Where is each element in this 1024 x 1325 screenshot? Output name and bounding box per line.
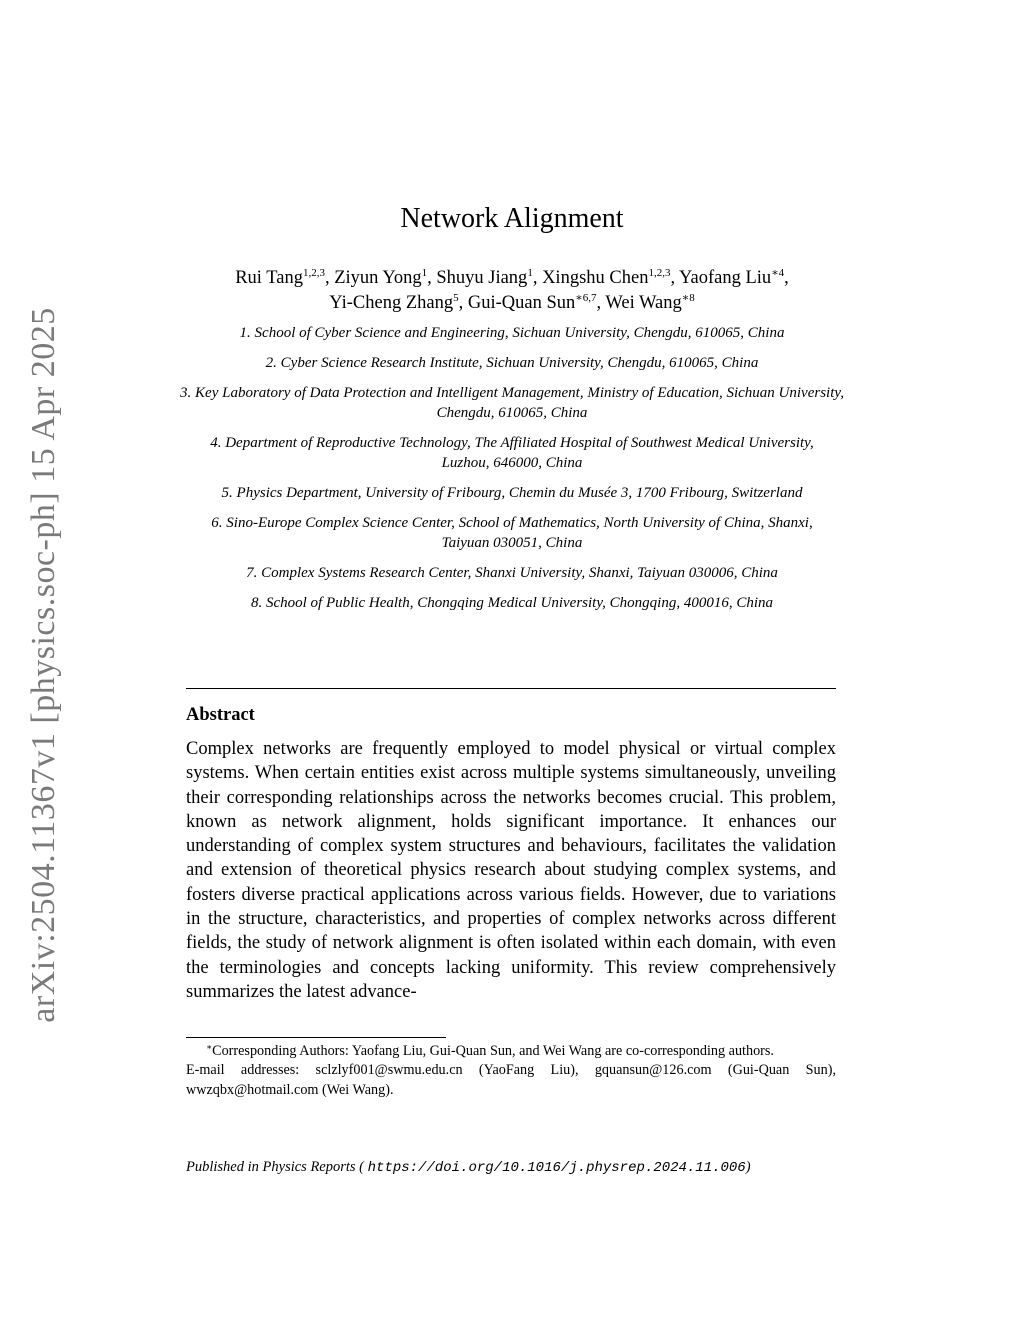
- footnote-marker: ∗: [206, 1042, 213, 1052]
- footnote-rule: [186, 1037, 446, 1038]
- author-name: Wei Wang: [605, 293, 682, 313]
- abstract-heading: Abstract: [186, 705, 255, 725]
- author-affiliation-marker: ∗6,7: [575, 292, 597, 304]
- publication-suffix: ): [745, 1159, 751, 1175]
- publication-note: [186, 1159, 751, 1176]
- footnote-corresponding-text: Corresponding Authors: Yaofang Liu, Gui-Quan Sun, and Wei Wang are co-corresponding authors.: [212, 1043, 774, 1059]
- affiliation-item: 5. Physics Department, University of Fribourg, Chemin du Musée 3, 1700 Fribourg, Switzerland: [221, 485, 803, 501]
- arxiv-identifier: arXiv:2504.11367v1 [physics.soc-ph] 15 Apr 2025: [25, 307, 62, 1023]
- publication-prefix: Published in Physics Reports (: [186, 1159, 365, 1175]
- affiliation-list: [170, 323, 854, 623]
- author-affiliation-marker: 1: [421, 267, 428, 279]
- author-name: Yi-Cheng Zhang: [329, 293, 454, 313]
- author-affiliation-marker: 1: [527, 267, 533, 279]
- footnote: [186, 1042, 836, 1100]
- abstract-top-rule: [186, 688, 836, 689]
- author-affiliation-marker: 1,2,3: [648, 267, 671, 279]
- footnote-emails: E-mail addresses: sclzlyf001@swmu.edu.cn (YaoFang Liu), gquansun@126.com (Gui-Quan Sun), wwzqbx@hotmail.com (Wei Wang).: [186, 1062, 836, 1098]
- affiliation-item: 8. School of Public Health, Chongqing Medical University, Chongqing, 400016, China: [250, 595, 774, 611]
- author-name: Yaofang Liu: [679, 268, 772, 288]
- author-name: Rui Tang: [235, 268, 303, 288]
- author-name: Gui-Quan Sun: [467, 293, 576, 313]
- author-affiliation-marker: 1,2,3: [302, 267, 325, 279]
- author-name: Shuyu Jiang: [436, 268, 528, 288]
- affiliation-item: 6. Sino-Europe Complex Science Center, School of Mathematics, North University of China, Shanxi, Taiyuan 030051, China: [211, 515, 813, 551]
- affiliation-item: 4. Department of Reproductive Technology, The Affiliated Hospital of Southwest Medical University, Luzhou, 646000, China: [210, 435, 814, 471]
- doi-link[interactable]: https://doi.org/10.1016/j.physrep.2024.11.006: [367, 1160, 746, 1176]
- author-list: Rui Tang$^{1,2,3}$, Ziyun Yong$^1$, Shuyu Jiang$^1$, Xingshu Chen$^{1,2,3}$, Yaofang Liu$^{∗4}$, Yi-Cheng Zhang$^5$, Gui-Quan Sun$^{∗6,7}$, Wei Wang$^{∗8}$: [235, 267, 789, 313]
- author-name: Xingshu Chen: [542, 268, 649, 288]
- affiliation-item: 7. Complex Systems Research Center, Shanxi University, Shanxi, Taiyuan 030006, China: [246, 565, 778, 581]
- affiliation-item: 2. Cyber Science Research Institute, Sichuan University, Chengdu, 610065, China: [265, 355, 759, 371]
- footnote-corresponding: [186, 1042, 836, 1061]
- author-affiliation-marker: ∗8: [681, 292, 695, 304]
- author-affiliation-marker: 5: [453, 292, 459, 304]
- paper-title: Network Alignment: [400, 203, 624, 234]
- author-name: Ziyun Yong: [334, 268, 422, 288]
- author-affiliation-marker: ∗4: [771, 267, 785, 279]
- abstract-text: Complex networks are frequently employed to model physical or virtual complex systems. When certain entities exist across multiple systems simultaneously, unveiling their corresponding relationships across the networks becomes crucial. This problem, known as network alignment, holds significant importance. It enhances our understanding of complex system structures and behaviours, facilitates the validation and extension of theoretical physics research about studying complex systems, and fosters diverse practical applications across various fields. However, due to variations in the structure, characteristics, and properties of complex networks across different fields, the study of network alignment is often isolated within each domain, with even the terminologies and concepts lacking uniformity. This review comprehensively summarizes the latest advance-: [186, 739, 836, 1002]
- affiliation-item: 3. Key Laboratory of Data Protection and Intelligent Management, Ministry of Education, Sichuan University, Chengdu, 610065, China: [180, 385, 844, 421]
- affiliation-item: 1. School of Cyber Science and Engineering, Sichuan University, Chengdu, 610065, China: [239, 325, 785, 341]
